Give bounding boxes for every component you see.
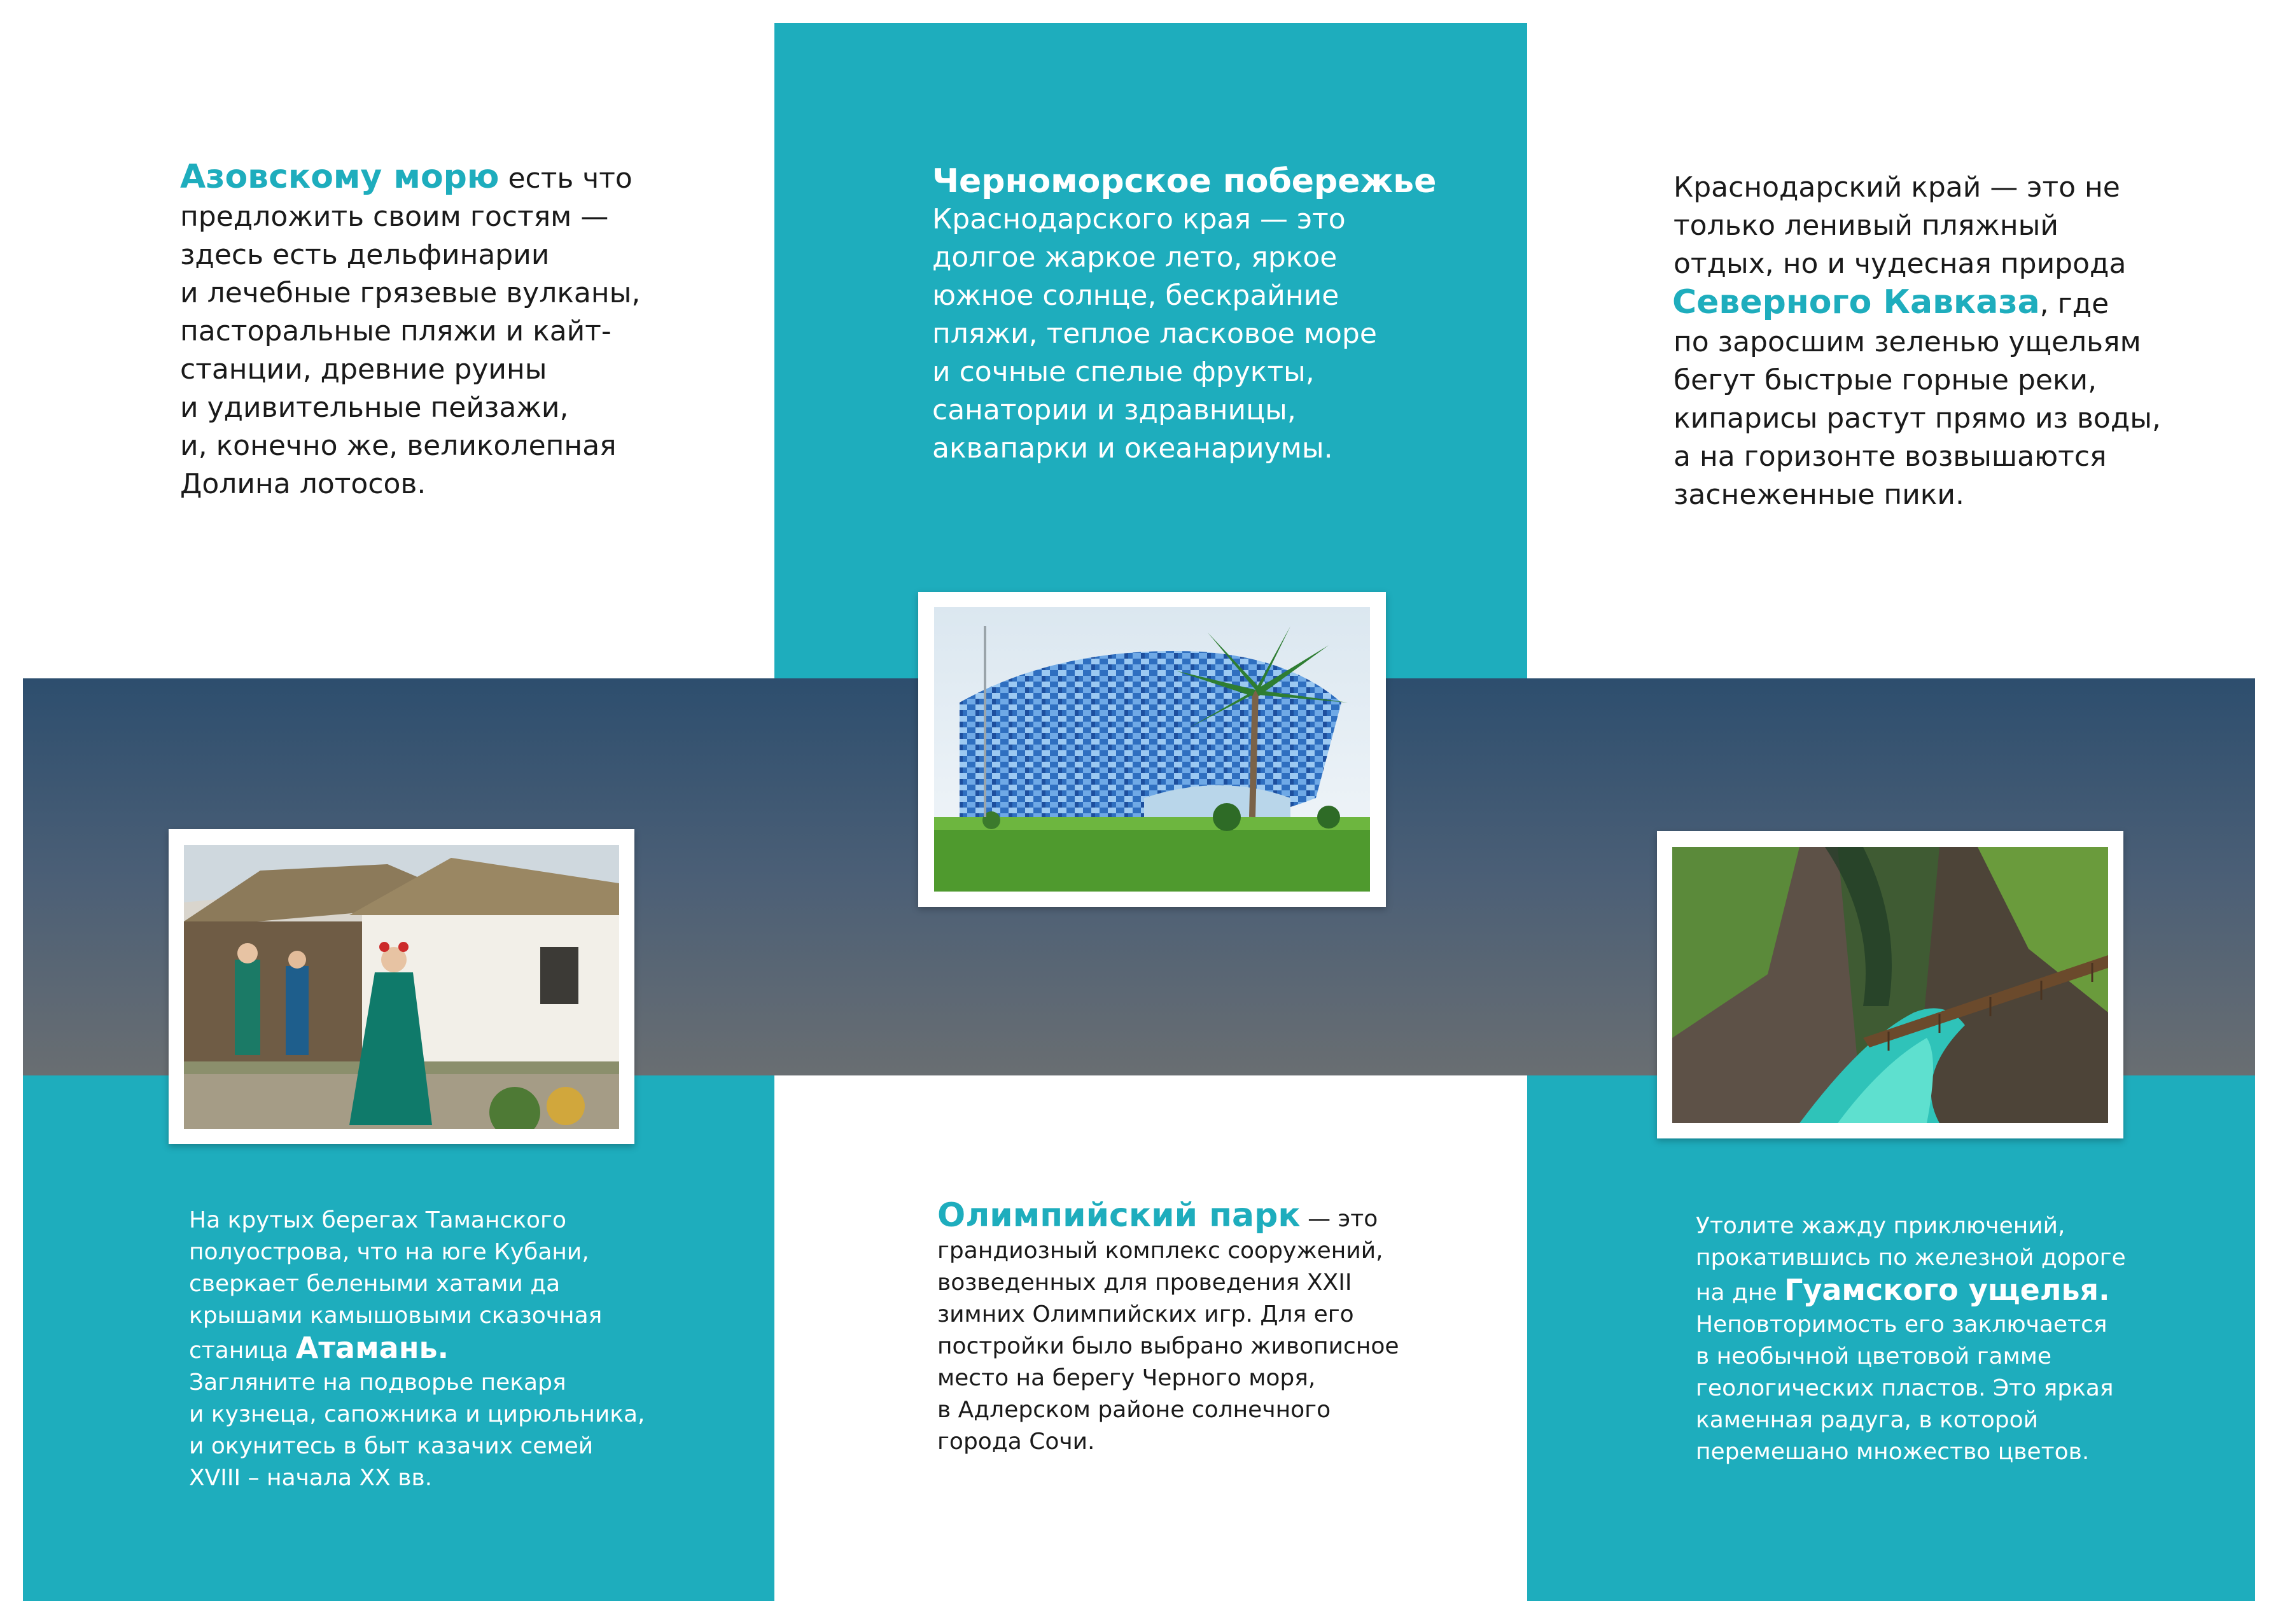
black-sea-line-6: санатории и здравницы, xyxy=(932,394,1296,426)
gorge-line-8: перемешано множество цветов. xyxy=(1696,1439,2090,1465)
azov-line-6: станции, древние руины xyxy=(180,353,547,386)
ataman-village-photo xyxy=(184,845,619,1129)
black-sea-line-3: южное солнце, бескрайние xyxy=(932,279,1339,312)
ataman-line-6: Загляните на подворье пекаря xyxy=(189,1369,566,1396)
black-sea-highlight: Черноморское побережье xyxy=(932,162,1437,200)
ataman-prefix: станица xyxy=(189,1338,296,1364)
ataman-paragraph xyxy=(189,1205,660,1494)
ataman-line-9: XVIII – начала XX вв. xyxy=(189,1465,433,1491)
gorge-line-4: Неповторимость его заключается xyxy=(1696,1312,2107,1338)
azov-line-1 xyxy=(180,158,638,198)
olympic-line-6: место на берегу Черного моря, xyxy=(937,1365,1316,1391)
guam-gorge-paragraph xyxy=(1696,1210,2179,1468)
azov-highlight: Азовскому морю xyxy=(180,158,500,196)
ataman-highlight: Атамань. xyxy=(295,1331,449,1365)
caucasus-line-1: Краснодарский край — это не xyxy=(1674,171,2120,204)
olympic-park-paragraph xyxy=(937,1196,1421,1458)
azov-sea-paragraph xyxy=(180,158,641,503)
caucasus-line-6: бегут быстрые горные реки, xyxy=(1674,364,2097,396)
ataman-line-3: сверкает белеными хатами да xyxy=(189,1271,561,1297)
caucasus-paragraph xyxy=(1672,169,2161,514)
olympic-line-5: постройки было выбрано живописное xyxy=(937,1333,1399,1359)
black-sea-line-5: и сочные спелые фрукты, xyxy=(932,356,1315,388)
olympic-after-highlight: — это xyxy=(1300,1206,1378,1232)
olympic-line-3: возведенных для проведения XXII xyxy=(937,1270,1352,1296)
azov-line-1-rest: есть что xyxy=(499,162,632,195)
caucasus-line-4 xyxy=(1672,283,2157,323)
black-sea-paragraph xyxy=(932,162,1437,468)
caucasus-highlight: Северного Кавказа xyxy=(1672,283,2040,321)
ataman-line-2: полуострова, что на юге Кубани, xyxy=(189,1239,589,1265)
gorge-line-5: в необычной цветовой гамме xyxy=(1696,1343,2052,1369)
gorge-line-2: прокатившись по железной дороге xyxy=(1696,1245,2126,1271)
ataman-line-4: крышами камышовыми сказочная xyxy=(189,1303,603,1329)
olympic-line-2: грандиозный комплекс сооружений, xyxy=(937,1238,1383,1264)
azov-line-7: и удивительные пейзажи, xyxy=(180,391,569,424)
caucasus-line-7: кипарисы растут прямо из воды, xyxy=(1674,402,2161,435)
black-sea-line-2: долгое жаркое лето, яркое xyxy=(932,241,1338,274)
gorge-line-6: геологических пластов. Это яркая xyxy=(1696,1375,2114,1401)
ataman-line-1: На крутых берегах Таманского xyxy=(189,1207,566,1233)
guam-gorge-photo-frame xyxy=(1657,831,2123,1138)
azov-line-5: пасторальные пляжи и кайт- xyxy=(180,315,611,347)
olympic-line-8: города Сочи. xyxy=(937,1429,1095,1455)
olympic-line-4: зимних Олимпийских игр. Для его xyxy=(937,1301,1354,1327)
olympic-park-photo-frame xyxy=(918,592,1386,907)
azov-line-2: предложить своим гостям — xyxy=(180,200,609,233)
azov-line-3: здесь есть дельфинарии xyxy=(180,239,550,271)
azov-line-8: и, конечно же, великолепная xyxy=(180,430,617,462)
ataman-line-7: и кузнеца, сапожника и цирюльника, xyxy=(189,1401,645,1427)
azov-line-9: Долина лотосов. xyxy=(180,468,426,500)
olympic-line-1 xyxy=(937,1196,1421,1235)
caucasus-line-5: по заросшим зеленью ущельям xyxy=(1674,326,2141,358)
black-sea-line-1: Краснодарского края — это xyxy=(932,203,1346,235)
olympic-line-7: в Адлерском районе солнечного xyxy=(937,1397,1331,1423)
black-sea-line-4: пляжи, теплое ласковое море xyxy=(932,318,1377,350)
olympic-park-photo xyxy=(934,607,1370,892)
black-sea-line-7: аквапарки и океанариумы. xyxy=(932,432,1333,465)
caucasus-line-8: а на горизонте возвышаются xyxy=(1674,440,2107,473)
olympic-highlight: Олимпийский парк xyxy=(937,1196,1301,1235)
caucasus-line-9: заснеженные пики. xyxy=(1674,479,1964,511)
gorge-line-7: каменная радуга, в которой xyxy=(1696,1407,2039,1433)
gorge-prefix: на дне xyxy=(1696,1280,1785,1306)
ataman-village-photo-frame xyxy=(169,829,634,1144)
gorge-highlight: Гуамского ущелья. xyxy=(1784,1273,2110,1307)
caucasus-line-3: отдых, но и чудесная природа xyxy=(1674,248,2127,280)
gorge-line-3 xyxy=(1696,1274,2179,1309)
ataman-line-8: и окунитесь в быт казачих семей xyxy=(189,1433,594,1459)
azov-line-4: и лечебные грязевые вулканы, xyxy=(180,277,641,309)
caucasus-line-2: только ленивый пляжный xyxy=(1674,209,2058,242)
gorge-line-1: Утолите жажду приключений, xyxy=(1696,1213,2065,1239)
caucasus-after-highlight: , где xyxy=(2039,288,2109,320)
guam-gorge-photo xyxy=(1672,847,2108,1123)
ataman-line-5 xyxy=(189,1332,660,1367)
